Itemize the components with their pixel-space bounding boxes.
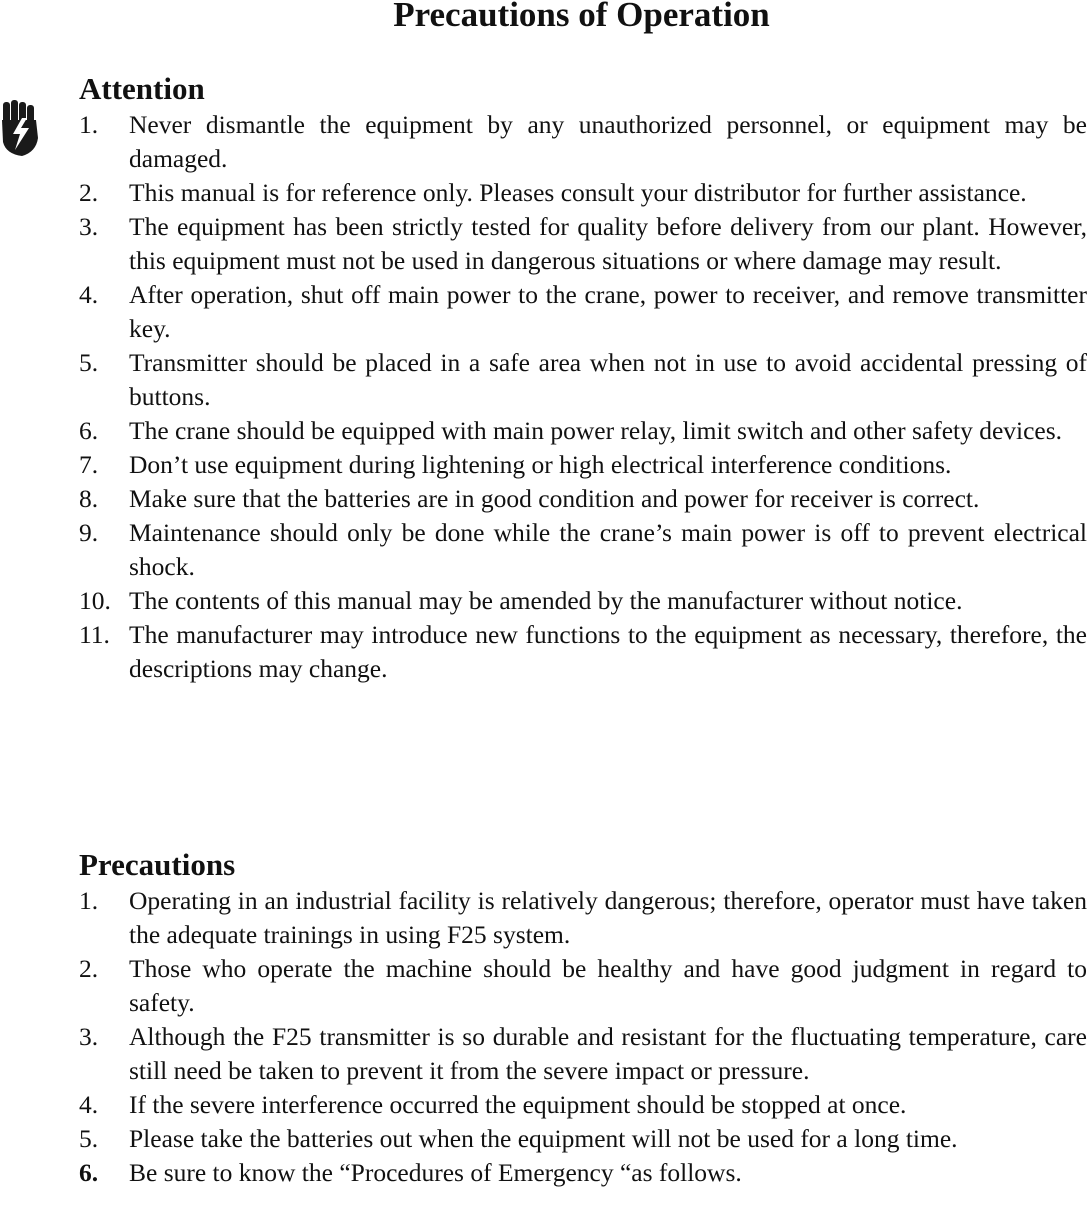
item-number: 1. [79, 886, 99, 915]
list-item [79, 278, 1087, 346]
item-text: The manufacturer may introduce new functions to the equipment as necessary, therefore, the descriptions may change. [129, 620, 1087, 683]
list-item [79, 414, 1087, 448]
list-item [79, 1122, 1087, 1156]
item-number: 10. [79, 586, 111, 615]
item-text: Although the F25 transmitter is so durable and resistant for the fluctuating temperature, care still need be taken to prevent it from the severe impact or pressure. [129, 1022, 1087, 1085]
item-number: 7. [79, 450, 99, 479]
list-item [79, 176, 1087, 210]
item-number: 6. [79, 1158, 99, 1187]
list-item [79, 448, 1087, 482]
list-item [79, 482, 1087, 516]
list-item [79, 346, 1087, 414]
item-number: 4. [79, 280, 99, 309]
list-item [79, 952, 1087, 1020]
item-number: 9. [79, 518, 99, 547]
list-item [79, 516, 1087, 584]
list-item [79, 108, 1087, 176]
list-item [79, 1088, 1087, 1122]
attention-heading: Attention [79, 71, 205, 106]
page-title: Precautions of Operation [393, 0, 770, 34]
item-text: After operation, shut off main power to the crane, power to receiver, and remove transmitter key. [129, 280, 1087, 343]
item-text: Transmitter should be placed in a safe area when not in use to avoid accidental pressing of buttons. [129, 348, 1087, 411]
item-text: Those who operate the machine should be healthy and have good judgment in regard to safety. [129, 954, 1087, 1017]
item-text: Operating in an industrial facility is relatively dangerous; therefore, operator must have taken the adequate trainings in using F25 system. [129, 886, 1087, 949]
hand-warning-icon [0, 100, 40, 158]
item-number: 6. [79, 416, 99, 445]
item-text: The crane should be equipped with main power relay, limit switch and other safety devices. [129, 416, 1063, 445]
item-number: 5. [79, 1124, 99, 1153]
item-text: Maintenance should only be done while the crane’s main power is off to prevent electrical shock. [129, 518, 1087, 581]
item-number: 2. [79, 178, 99, 207]
item-number: 2. [79, 954, 99, 983]
list-item [79, 1156, 1087, 1190]
precautions-list [79, 884, 1087, 1190]
item-number: 4. [79, 1090, 99, 1119]
attention-list [79, 108, 1087, 686]
item-number: 11. [79, 620, 110, 649]
item-number: 3. [79, 1022, 99, 1051]
item-text: Don’t use equipment during lightening or high electrical interference conditions. [129, 450, 952, 479]
item-number: 3. [79, 212, 99, 241]
list-item [79, 1020, 1087, 1088]
item-text: Never dismantle the equipment by any unauthorized personnel, or equipment may be damaged. [129, 110, 1087, 173]
item-number: 5. [79, 348, 99, 377]
item-text: The contents of this manual may be amended by the manufacturer without notice. [129, 586, 963, 615]
item-text: This manual is for reference only. Pleases consult your distributor for further assistance. [129, 178, 1027, 207]
item-text: Be sure to know the “Procedures of Emergency “as follows. [129, 1158, 742, 1187]
list-item [79, 618, 1087, 686]
item-text: Please take the batteries out when the equipment will not be used for a long time. [129, 1124, 958, 1153]
list-item [79, 210, 1087, 278]
item-text: If the severe interference occurred the equipment should be stopped at once. [129, 1090, 907, 1119]
list-item [79, 584, 1087, 618]
list-item [79, 884, 1087, 952]
precautions-heading: Precautions [79, 847, 236, 882]
item-number: 1. [79, 110, 99, 139]
item-number: 8. [79, 484, 99, 513]
item-text: Make sure that the batteries are in good condition and power for receiver is correct. [129, 484, 980, 513]
item-text: The equipment has been strictly tested for quality before delivery from our plant. However, this equipment must not be used in dangerous situations or where damage may result. [129, 212, 1087, 275]
